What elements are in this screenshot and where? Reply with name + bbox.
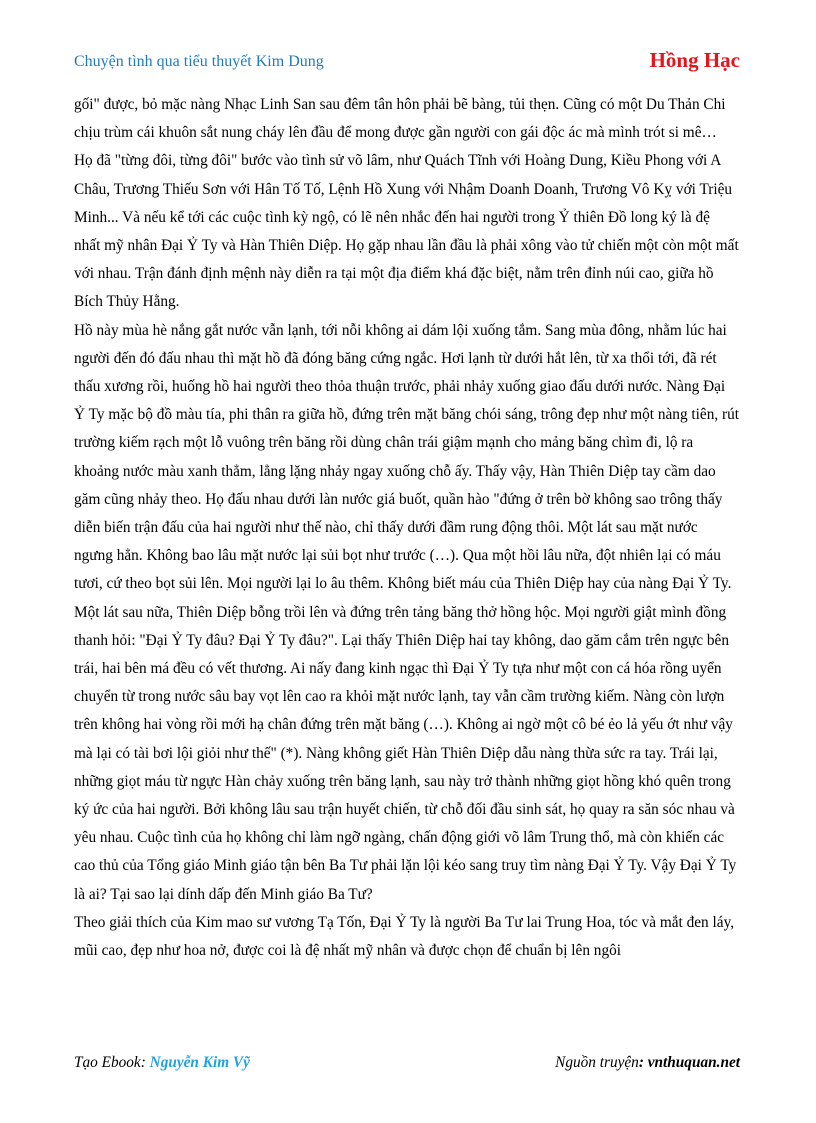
paragraph: Hồ này mùa hè nắng gắt nước vẫn lạnh, tới nỗi không ai dám lội xuống tắm. Sang mùa đông, nhằm lúc hai người đến đó đấu nhau thì mặt hồ đã đóng băng cứng ngắc. Hơi lạnh từ dưới hắt lên, từ xa thổi tới, đã rét thấu xương rồi, huống hồ hai người theo thỏa thuận trước, phải nhảy xuống giao đấu dưới nước. Nàng Đại Ỷ Ty mặc bộ đồ màu tía, phi thân ra giữa hồ, đứng trên mặt băng chói sáng, trông đẹp như một nàng tiên, rút trường kiếm rạch một lỗ vuông trên băng rồi dùng chân trái giậm mạnh cho mảng băng chìm đi, lộ ra khoảng nước màu xanh thẳm, lẳng lặng nhảy ngay xuống chỗ ấy. Thấy vậy, Hàn Thiên Diệp tay cầm dao găm cũng nhảy theo. Họ đấu nhau dưới làn nước giá buốt, quần hào "đứng ở trên bờ không sao trông thấy diễn biến trận đấu của hai người như thế nào, chỉ thấy dưới đầm rung động thôi. Một lát sau mặt nước ngưng hẳn. Không bao lâu mặt nước lại sủi bọt như trước (…). Qua một hồi lâu nữa, đột nhiên lại có máu tươi, cứ theo bọt sủi lên. Mọi người lại lo âu thêm. Không biết máu của Thiên Diệp hay của nàng Đại Ỷ Ty. Một lát sau nữa, Thiên Diệp bỗng trồi lên và đứng trên tảng băng thở hồng hộc. Mọi người giật mình đồng thanh hỏi: "Đại Ỷ Ty đâu? Đại Ỷ Ty đâu?". Lại thấy Thiên Diệp hai tay không, dao găm cắm trên ngực bên trái, hai bên má đều có vết thương. Ai nấy đang kinh ngạc thì Đại Ỷ Ty tựa như một con cá hóa rồng uyển chuyển từ trong nước sâu bay vọt lên cao ra khỏi mặt nước lạnh, tay vẫn cầm trường kiếm. Nàng còn lượn trên không hai vòng rồi mới hạ chân đứng trên mặt băng (…). Không ai ngờ một cô bé ẻo lả yếu ớt như vậy mà lại có tài bơi lội giỏi như thế" (*). Nàng không giết Hàn Thiên Diệp dẫu nàng thừa sức ra tay. Trái lại, những giọt máu từ ngực Hàn chảy xuống trên băng lạnh, sau này trở thành những giọt hồng khó quên trong ký ức của hai người. Bởi không lâu sau trận huyết chiến, từ chỗ đối đầu sinh sát, họ quay ra săn sóc nhau và yêu nhau. Cuộc tình của họ không chỉ làm ngỡ ngàng, chấn động giới võ lâm Trung thổ, mà còn khiến các cao thủ của Tổng giáo Minh giáo tận bên Ba Tư phải lặn lội kéo sang truy tìm nàng Đại Ỷ Ty. Vậy Đại Ỷ Ty là ai? Tại sao lại dính dấp đến Minh giáo Ba Tư? — [74, 321, 740, 903]
ebook-separator: : — [140, 1054, 150, 1071]
source-site: vnthuquan.net — [647, 1054, 740, 1071]
ebook-author: Nguyễn Kim Vỹ — [149, 1054, 250, 1071]
paragraph: gối" được, bỏ mặc nàng Nhạc Linh San sau đêm tân hôn phải bẽ bàng, tủi thẹn. Cũng có một Du Thản Chi chịu trùm cái khuôn sắt nung cháy lên đầu để mong được gần người con gái độc ác mà mình trót si mê… — [74, 96, 726, 142]
source-label: Nguồn truyện — [555, 1054, 639, 1071]
brand-name: Hồng Hạc — [649, 48, 740, 72]
ebook-label: Tạo Ebook — [74, 1054, 141, 1071]
source-credit — [555, 1054, 740, 1072]
page-header — [74, 48, 740, 78]
paragraph: Họ đã "từng đôi, từng đôi" bước vào tình sử võ lâm, như Quách Tĩnh với Hoàng Dung, Kiều Phong với A Châu, Trương Thiếu Sơn với Hân Tố Tố, Lệnh Hồ Xung với Nhậm Doanh Doanh, Trương Vô Kỵ với Triệu Minh... Và nếu kể tới các cuộc tình kỳ ngộ, có lẽ nên nhắc đến hai người trong Ỷ thiên Đồ long ký là đệ nhất mỹ nhân Đại Ỷ Ty và Hàn Thiên Diệp. Họ gặp nhau lần đầu là phải xông vào tử chiến một còn một mất với nhau. Trận đánh định mệnh này diễn ra tại một địa điểm khá đặc biệt, nằm trên đỉnh núi cao, giữa hồ Bích Thủy Hằng. — [74, 152, 739, 311]
paragraph: Theo giải thích của Kim mao sư vương Tạ Tốn, Đại Ỷ Ty là người Ba Tư lai Trung Hoa, tóc và mắt đen láy, mũi cao, đẹp như hoa nở, được coi là đệ nhất mỹ nhân và được chọn để chuẩn bị lên ngôi — [74, 913, 735, 960]
ebook-credit — [74, 1054, 250, 1072]
book-title: Chuyện tình qua tiểu thuyết Kim Dung — [74, 53, 324, 70]
page-footer — [74, 1054, 740, 1078]
body-text — [74, 91, 740, 965]
source-separator: : — [638, 1054, 648, 1071]
